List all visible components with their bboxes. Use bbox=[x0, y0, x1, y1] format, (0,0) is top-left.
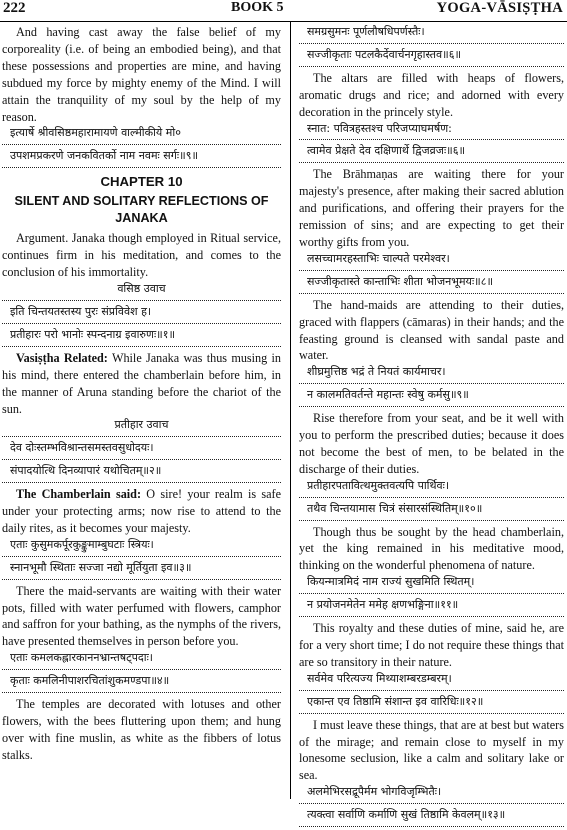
sanskrit-line: एताः कुसुमकर्पूरकुङ्कुमाम्बुघटाः स्त्रियः। bbox=[10, 537, 154, 551]
verse-rule bbox=[299, 520, 564, 521]
verse-rule bbox=[2, 144, 281, 145]
paragraph: This royalty and these duties of mine, said he, are for a very short time; I do not require these things that are so transitory in their nature. bbox=[299, 621, 564, 669]
sanskrit-line: इत्यार्षे श्रीवसिष्ठमहारामायणे वाल्मीकीये मो० bbox=[10, 126, 181, 140]
sanskrit-line: समग्रसुमनः पूर्णलौषधिपर्णस्तैः। bbox=[307, 25, 425, 38]
paragraph-text: While Janaka was thus musing in his mind, there entered the chamberlain before him, in the manner of Aruna standing before the chariot of the sun. bbox=[2, 350, 281, 416]
verse-rule bbox=[2, 436, 281, 437]
verse-rule bbox=[2, 669, 281, 670]
paragraph: And having cast away the false belief of my corporeality (i.e. of being an embodied being), and that these possessions and properties are mine, and having subdued my force by mighty enemy of the Mind. I will attain the tranquility of my soul by the help of my reason. bbox=[2, 25, 281, 124]
speaker-heading-sanskrit: प्रतीहार उवाच bbox=[114, 418, 169, 432]
verse-rule bbox=[299, 497, 564, 498]
verse-rule bbox=[299, 593, 564, 594]
verse-rule bbox=[299, 713, 564, 714]
paragraph-text: O sire! your realm is safe under your protecting arms; now rise to attend to the daily rites, as it becomes your majesty. bbox=[2, 487, 281, 535]
verse-rule bbox=[2, 346, 281, 347]
verse-rule bbox=[2, 579, 281, 580]
page-number: 222 bbox=[3, 0, 26, 16]
speaker-label: The Chamberlain said: bbox=[16, 487, 142, 502]
sanskrit-line: स्नात: पवित्रहस्तश्च परिजप्याघमर्षण: bbox=[307, 121, 452, 135]
sanskrit-line: सर्वमेव परित्यज्य मिथ्याशम्बरडम्बरम्। bbox=[307, 671, 452, 685]
column-divider bbox=[290, 22, 291, 799]
speaker-heading-sanskrit: वसिष्ठ उवाच bbox=[117, 282, 166, 296]
verse-rule bbox=[299, 293, 564, 294]
sanskrit-line: उपशमप्रकरणे जनकवितर्को नाम नवमः सर्गः॥९॥ bbox=[10, 149, 199, 163]
verse-rule bbox=[2, 167, 281, 168]
sanskrit-line: सज्जीकृतास्ते कान्ताभिः शीता भोजनभूमयः॥८॥ bbox=[307, 274, 494, 288]
running-title: YOGA-VĀSIṢṬHA bbox=[436, 0, 563, 16]
verse-rule bbox=[2, 459, 281, 460]
paragraph: I must leave these things, that are at best but waters of the mirage; and remain close to myself in my lonesome seclusion, like a calm and solitary lake or sea. bbox=[299, 717, 564, 783]
verse-rule bbox=[299, 270, 564, 271]
sanskrit-line: प्रतीहारपतावित्थमुक्तवत्यपि पार्थिवः। bbox=[307, 478, 450, 492]
header-rule bbox=[0, 21, 567, 22]
sanskrit-line: स्नानभूमौ स्थिताः सज्जा नद्यो मूर्तियुता इव॥३॥ bbox=[10, 560, 192, 574]
speaker-label: Vasiṣṭha Related: bbox=[16, 350, 108, 365]
chapter-title: SILENT AND SOLITARY REFLECTIONS OF JANAKA bbox=[14, 194, 269, 225]
verse-rule bbox=[299, 66, 564, 67]
paragraph bbox=[2, 350, 281, 418]
verse-rule bbox=[299, 162, 564, 163]
sanskrit-line: प्रतीहारः परो भानोः स्पन्दनाग्र इवारुणः॥१॥ bbox=[10, 327, 176, 341]
sanskrit-line: सज्जीकृताः पटलकैर्देवार्चनगृहास्तव॥६॥ bbox=[307, 47, 462, 61]
verse-rule bbox=[2, 323, 281, 324]
verse-rule bbox=[2, 692, 281, 693]
verse-rule bbox=[299, 616, 564, 617]
paragraph: The temples are decorated with lotuses and other flowers, with the bees fluttering upon them; and hung over with fine muslin, as white as the fibbers of lotus stalks. bbox=[2, 697, 281, 762]
sanskrit-line: इति चिन्तयतस्तस्य पुरः संप्रविवेश ह। bbox=[10, 304, 152, 318]
sanskrit-line: कृताः कमलिनीपाशरचितांशुकमण्डपा॥४॥ bbox=[10, 674, 170, 688]
right-column bbox=[299, 24, 564, 830]
book-label: BOOK 5 bbox=[231, 0, 284, 15]
paragraph: The hand-maids are attending to their duties, graced with flappers (cāmaras) in their hands; and the feasting ground is cleansed with sandal paste and water. bbox=[299, 297, 564, 363]
verse-rule bbox=[299, 383, 564, 384]
sanskrit-line: एताः कमलकह्लारकाननभ्रान्तषट्पदाः। bbox=[10, 651, 153, 665]
verse-rule bbox=[2, 300, 281, 301]
sanskrit-line: शीघ्रमुत्तिष्ठ भद्रं ते नियतं कार्यमाचर। bbox=[307, 365, 446, 379]
verse-rule bbox=[2, 556, 281, 557]
sanskrit-line: अलमेभिरसद्रूपैर्मम भोगविजृम्भितैः। bbox=[307, 785, 442, 799]
sanskrit-line: तथैव चिन्तयामास चित्रं संसारसंस्थितिम्॥१०॥ bbox=[307, 501, 483, 515]
verse-rule bbox=[299, 406, 564, 407]
verse-rule bbox=[299, 826, 564, 827]
running-header bbox=[0, 0, 567, 20]
verse-rule bbox=[2, 482, 281, 483]
verse-rule bbox=[299, 803, 564, 804]
sanskrit-line: देव दोःस्तम्भविश्रान्तसमस्तवसुधोदयः। bbox=[10, 441, 154, 455]
sanskrit-line: एकान्त एव तिष्ठामि संशान्त इव वारिधिः॥१२॥ bbox=[307, 694, 484, 708]
sanskrit-line: न प्रयोजनमेतेन ममेह क्षणभङ्गिना॥११॥ bbox=[307, 598, 459, 612]
left-column bbox=[2, 24, 281, 764]
sanskrit-line: कियन्मात्रमिदं नाम राज्यं सुखमिति स्थितम्। bbox=[307, 575, 475, 589]
paragraph bbox=[2, 486, 281, 537]
verse-rule bbox=[299, 690, 564, 691]
sanskrit-line: त्वामेव प्रेक्षते देव दक्षिणार्थे द्विजव्रजः॥६॥ bbox=[307, 144, 466, 158]
paragraph: The altars are filled with heaps of flowers, aromatic drugs and rice; and adorned with every decoration in the princely style. bbox=[299, 70, 564, 119]
paragraph: There the maid-servants are waiting with their water pots, filled with water perfumed with flowers, camphor and saffron for your bathing, as the nymphs of the rivers, have presented themselves in person before you. bbox=[2, 583, 281, 649]
paragraph: The Brāhmaṇas are waiting there for your majesty's presence, after making their sacred ablution and purifications, and offering their prayers for the remission of sins; and are expecting to get their worthy gifts from you. bbox=[299, 167, 564, 249]
sanskrit-line: न कालमतिवर्तन्ते महान्तः स्वेषु कर्मसु॥९॥ bbox=[307, 388, 469, 402]
verse-rule bbox=[299, 139, 564, 140]
paragraph: Though thus be sought by the head chamberlain, yet the king remained in his meditative mood, thinking on the wonderful phenomena of nature. bbox=[299, 524, 564, 573]
sanskrit-line: संपादयोत्थि दिनव्यापारं यथोचितम्॥२॥ bbox=[10, 464, 162, 478]
paragraph: Rise therefore from your seat, and be it well with you to perform the prescribed duties; because it does not become the best of men, to be belated in the discharge of their duties. bbox=[299, 411, 564, 476]
chapter-number: CHAPTER 10 bbox=[100, 174, 183, 190]
verse-rule bbox=[299, 43, 564, 44]
sanskrit-line: त्यक्त्वा सर्वाणि कर्माणि सुखं तिष्ठामि केवलम्॥१३॥ bbox=[307, 808, 506, 822]
sanskrit-line: लसच्चामरहस्ताभिः चाल्पते परमेश्वर। bbox=[307, 251, 450, 265]
argument-paragraph: Argument. Janaka though employed in Ritual service, continues firm in his meditation, and comes to the conclusion of his immortality. bbox=[2, 231, 281, 280]
